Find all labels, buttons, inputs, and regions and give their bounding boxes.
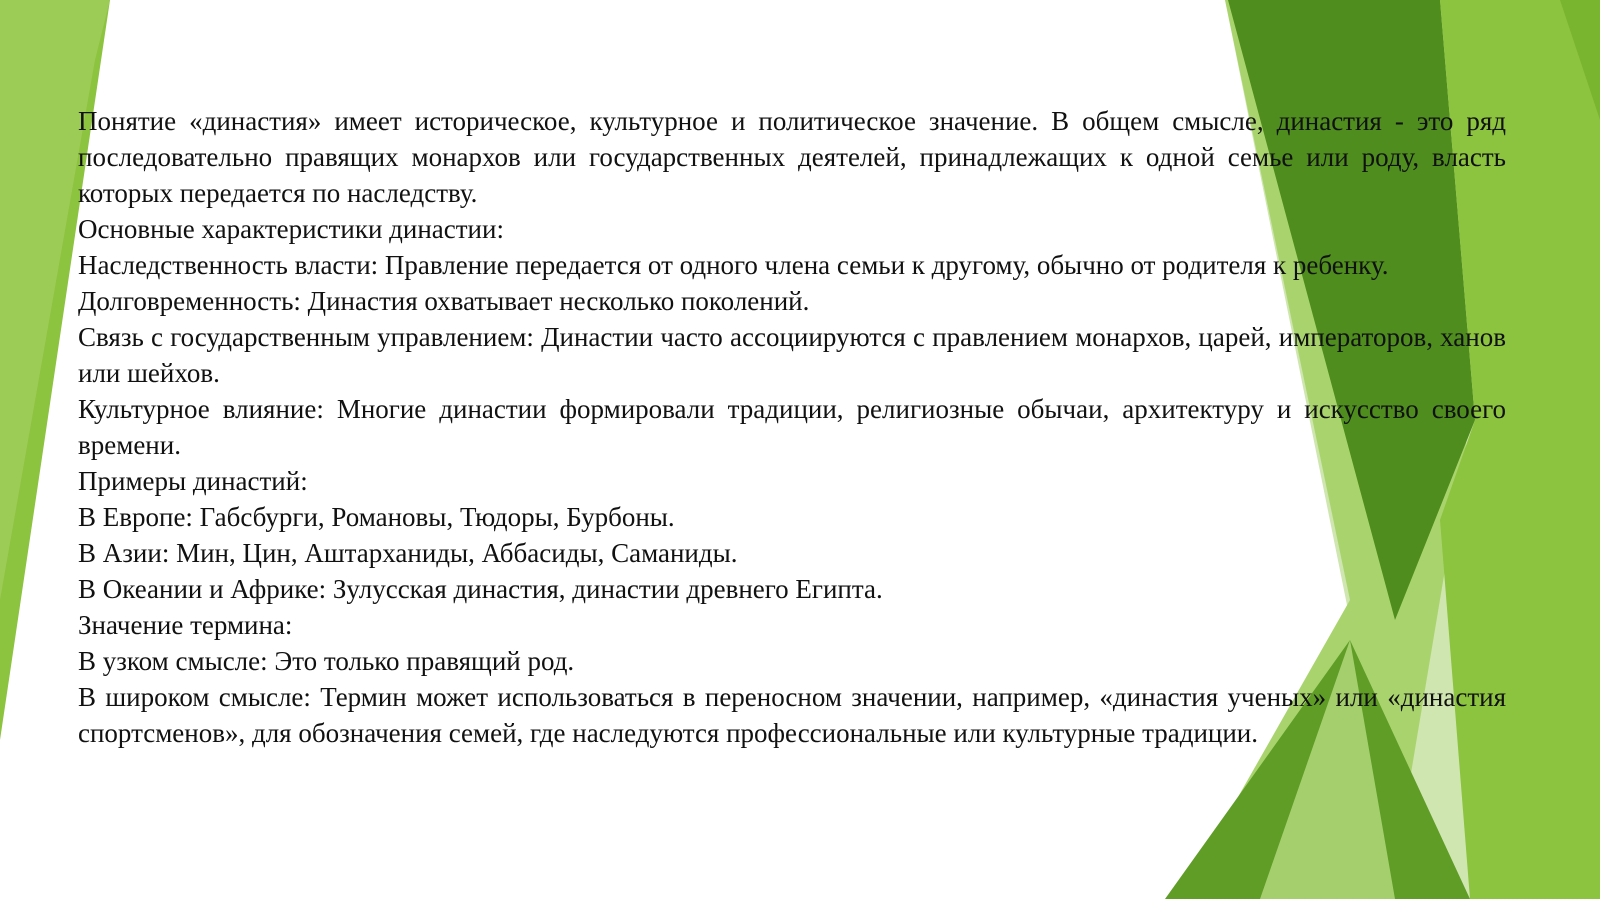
slide-text xyxy=(78,103,1506,751)
paragraph-asia: В Азии: Мин, Цин, Аштарханиды, Аббасиды, Саманиды. xyxy=(78,538,738,568)
paragraph-characteristics-heading: Основные характеристики династии: xyxy=(78,214,504,244)
paragraph-meaning-heading: Значение термина: xyxy=(78,610,293,640)
paragraph-heredity: Наследственность власти: Правление передается от одного члена семьи к другому, обычно от родителя к ребенку. xyxy=(78,250,1389,280)
paragraph-europe: В Европе: Габсбурги, Романовы, Тюдоры, Бурбоны. xyxy=(78,502,675,532)
paragraph-intro: Понятие «династия» имеет историческое, культурное и политическое значение. В общем смысле, династия - это ряд последовательно правящих монархов или государственных деятелей, принадлежащих к одной семье или роду, власть которых передается по наследству. xyxy=(78,106,1506,208)
paragraph-culture: Культурное влияние: Многие династии формировали традиции, религиозные обычаи, архитектуру и искусство своего времени. xyxy=(78,394,1506,460)
paragraph-narrow-sense: В узком смысле: Это только правящий род. xyxy=(78,646,575,676)
paragraph-longevity: Долговременность: Династия охватывает несколько поколений. xyxy=(78,286,810,316)
paragraph-governance: Связь с государственным управлением: Династии часто ассоциируются с правлением монархов, царей, императоров, ханов или шейхов. xyxy=(78,322,1506,388)
paragraph-examples-heading: Примеры династий: xyxy=(78,466,308,496)
paragraph-oceania-africa: В Океании и Африке: Зулусская династия, династии древнего Египта. xyxy=(78,574,883,604)
paragraph-broad-sense: В широком смысле: Термин может использоваться в переносном значении, например, «династия ученых» или «династия спортсменов», для обозначения семей, где наследуются профессиональные или культурные традиции. xyxy=(78,682,1506,748)
